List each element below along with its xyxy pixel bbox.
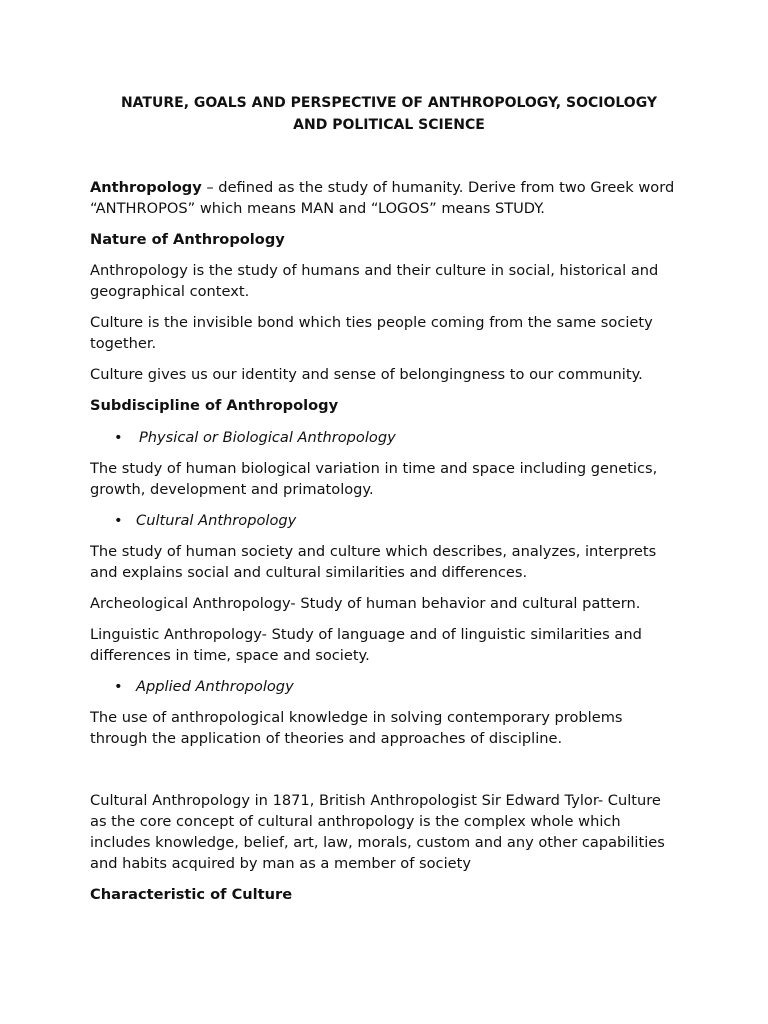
document-title [86,92,692,136]
title-line-2: AND POLITICAL SCIENCE [293,117,485,133]
cultural-description: The study of human society and culture which describes, analyzes, interprets and explains social and cultural similarities and differences. [90,542,657,581]
bullet-label: Applied Anthropology [136,678,294,696]
nature-heading: Nature of Anthropology [90,230,285,248]
bullet-dot-icon: • [114,511,123,529]
tylor-paragraph: Cultural Anthropology in 1871, British Anthropologist Sir Edward Tylor- Culture as the core concept of cultural anthropology is the complex whole which includes knowledge, belief, art, law, morals, custom and any other capabilities and habits acquired by man as a member of society [90,792,665,872]
intro-paragraph [90,178,680,220]
bullet-dot-icon: • [114,428,123,446]
bullet-dot-icon: • [114,678,123,696]
nature-paragraph-3: Culture gives us our identity and sense of belongingness to our community. [90,366,643,384]
bullet-item-cultural [90,511,680,532]
archeological-paragraph: Archeological Anthropology- Study of human behavior and cultural pattern. [90,594,641,612]
title-line-1: NATURE, GOALS AND PERSPECTIVE OF ANTHROPOLOGY, SOCIOLOGY [120,95,658,111]
nature-paragraph-1: Anthropology is the study of humans and their culture in social, historical and geographical context. [90,262,659,300]
intro-text: – defined as the study of humanity. Derive from two Greek word “ANTHROPOS” which means MAN and “LOGOS” means STUDY. [90,179,675,217]
bullet-label: Physical or Biological Anthropology [139,428,396,446]
characteristic-heading: Characteristic of Culture [90,885,293,903]
nature-paragraph-2: Culture is the invisible bond which ties people coming from the same society together. [90,314,653,352]
document-body [90,178,680,906]
linguistic-paragraph: Linguistic Anthropology- Study of language and of linguistic similarities and differences in time, space and society. [90,626,642,664]
blank-line [90,760,680,791]
bullet-item-applied [90,677,680,698]
bullet-label: Cultural Anthropology [136,511,297,529]
subdiscipline-heading: Subdiscipline of Anthropology [90,397,339,415]
bullet-item-physical [90,428,680,449]
intro-term: Anthropology [90,179,202,196]
physical-description: The study of human biological variation in time and space including genetics, growth, development and primatology. [90,459,658,498]
applied-description: The use of anthropological knowledge in solving contemporary problems through the application of theories and approaches of discipline. [90,709,623,748]
